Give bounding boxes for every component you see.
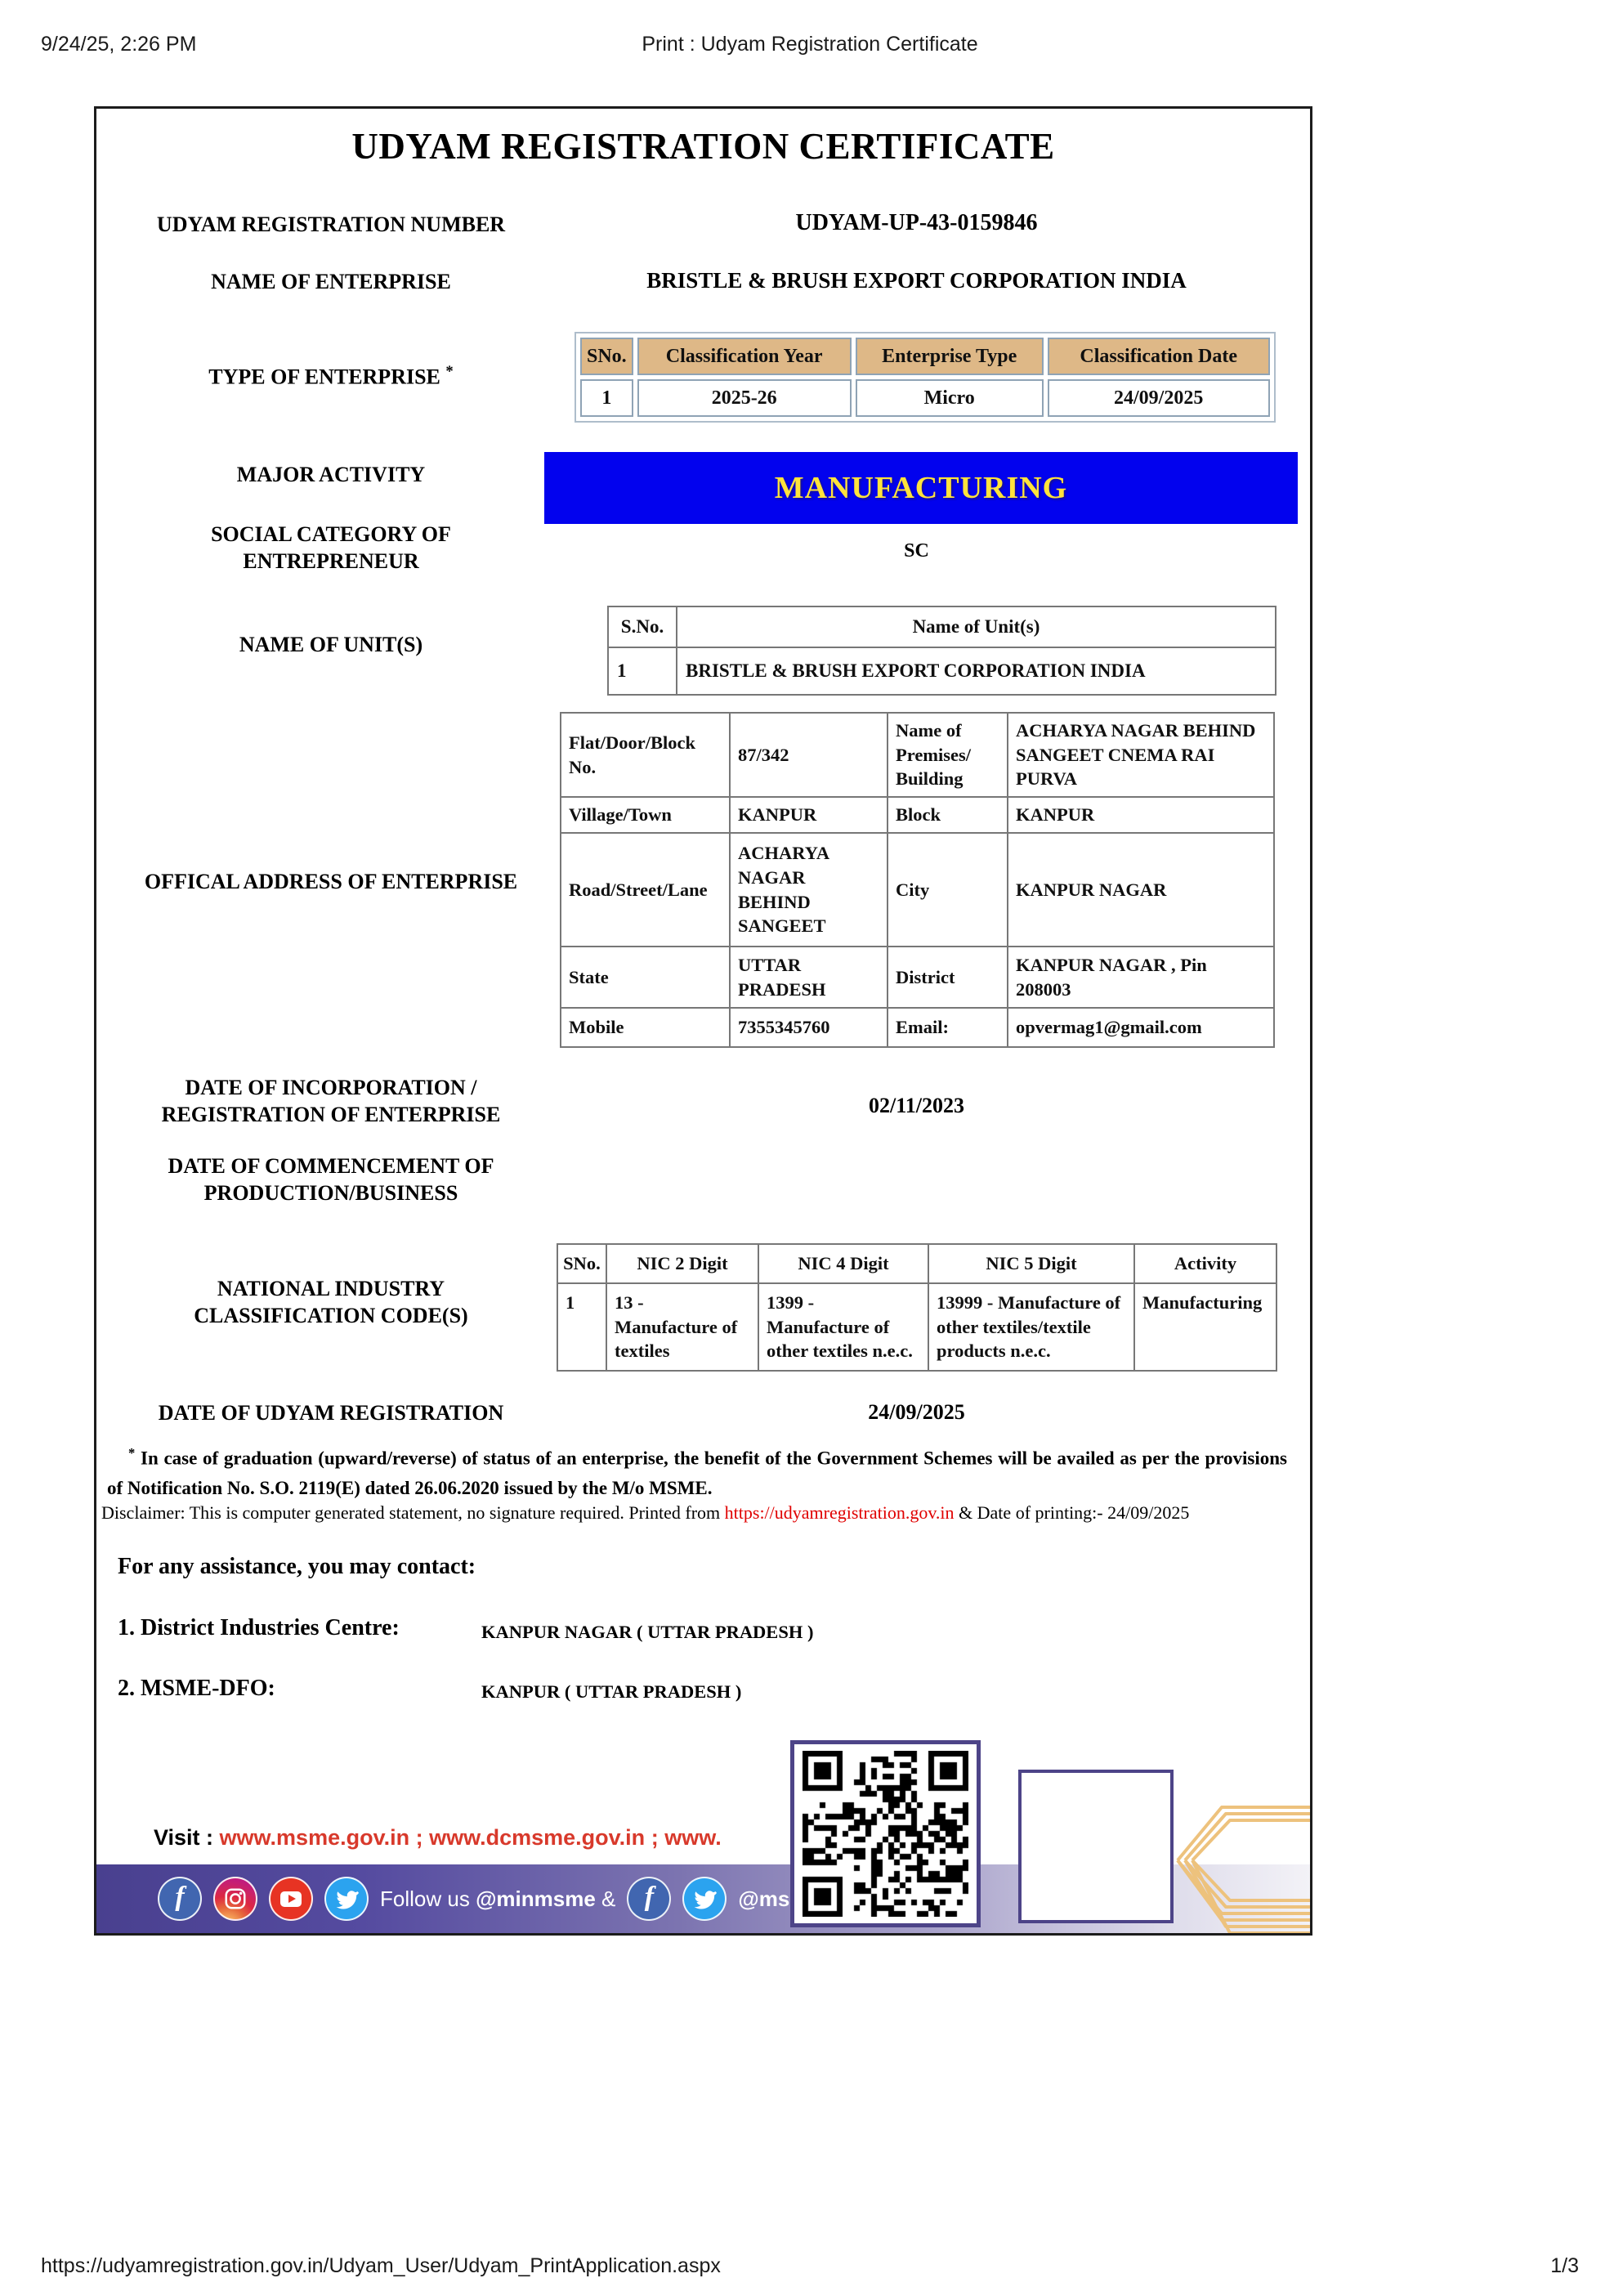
header-cell: Name of Unit(s) bbox=[677, 606, 1276, 647]
msme-link[interactable]: www.msme.gov.in bbox=[219, 1825, 410, 1850]
qr-code bbox=[803, 1751, 968, 1917]
certificate-title: UDYAM REGISTRATION CERTIFICATE bbox=[351, 126, 1055, 167]
field-label: State bbox=[561, 947, 730, 1008]
data-cell: 13999 - Manufacture of other textiles/textile products n.e.c. bbox=[928, 1283, 1134, 1371]
major-activity-value: MANUFACTURING bbox=[774, 471, 1068, 505]
facebook-icon[interactable]: f bbox=[627, 1877, 671, 1921]
asterisk: * bbox=[445, 363, 454, 380]
social-category-value: SC bbox=[904, 540, 929, 562]
field-value: 87/342 bbox=[730, 713, 888, 797]
table-row bbox=[561, 713, 1274, 797]
major-activity-banner bbox=[544, 452, 1298, 524]
header-cell: Enterprise Type bbox=[856, 338, 1044, 375]
data-cell: BRISTLE & BRUSH EXPORT CORPORATION INDIA bbox=[677, 647, 1276, 695]
table-row bbox=[561, 1008, 1274, 1047]
print-footer bbox=[41, 2254, 1579, 2278]
header-cell: SNo. bbox=[580, 338, 633, 375]
data-cell: 1 bbox=[608, 647, 677, 695]
visit-links-line: Visit : www.msme.gov.in ; www.dcmsme.gov.in ; www. bbox=[154, 1825, 939, 1851]
field-label: Email: bbox=[888, 1008, 1008, 1047]
minmsme-handle[interactable]: @minmsme bbox=[476, 1886, 596, 1911]
disclaimer-link[interactable]: https://udyamregistration.gov.in bbox=[724, 1502, 955, 1523]
header-cell: Activity bbox=[1134, 1244, 1276, 1283]
field-value: UTTAR PRADESH bbox=[730, 947, 888, 1008]
page-number: 1/3 bbox=[1550, 2254, 1579, 2277]
nic-table bbox=[557, 1243, 1277, 1372]
camera-glyph bbox=[223, 1886, 248, 1911]
youtube-icon[interactable] bbox=[269, 1877, 313, 1921]
follow-us-text: Follow us @minmsme & bbox=[380, 1886, 616, 1911]
header-cell: NIC 4 Digit bbox=[758, 1244, 928, 1283]
print-url: https://udyamregistration.gov.in/Udyam_User/Udyam_PrintApplication.aspx bbox=[41, 2254, 721, 2277]
table-row bbox=[561, 947, 1274, 1008]
field-value: KANPUR NAGAR , Pin 208003 bbox=[1008, 947, 1274, 1008]
instagram-icon[interactable] bbox=[213, 1877, 257, 1921]
registration-number-label: UDYAM REGISTRATION NUMBER bbox=[156, 213, 506, 236]
table-row bbox=[580, 379, 1270, 417]
table-row bbox=[557, 1283, 1276, 1371]
header-cell: NIC 2 Digit bbox=[606, 1244, 758, 1283]
udyam-registration-date-value: 24/09/2025 bbox=[868, 1400, 965, 1424]
asterisk: * bbox=[128, 1445, 136, 1461]
type-of-enterprise-label: TYPE OF ENTERPRISE * bbox=[208, 363, 454, 389]
field-label: Block bbox=[888, 797, 1008, 833]
field-label: City bbox=[888, 833, 1008, 947]
field-value: ACHARYA NAGAR BEHIND SANGEET bbox=[730, 833, 888, 947]
field-label: Mobile bbox=[561, 1008, 730, 1047]
header-cell: SNo. bbox=[557, 1244, 606, 1283]
data-cell: 1 bbox=[580, 379, 633, 417]
data-cell: Manufacturing bbox=[1134, 1283, 1276, 1371]
field-label: Flat/Door/Block No. bbox=[561, 713, 730, 797]
field-value: 7355345760 bbox=[730, 1008, 888, 1047]
field-value: ACHARYA NAGAR BEHIND SANGEET CNEMA RAI PURVA bbox=[1008, 713, 1274, 797]
field-label: Name of Premises/ Building bbox=[888, 713, 1008, 797]
data-cell: 1 bbox=[557, 1283, 606, 1371]
bird-glyph bbox=[334, 1886, 359, 1911]
twitter-icon[interactable] bbox=[324, 1877, 369, 1921]
data-cell: 13 - Manufacture of textiles bbox=[606, 1283, 758, 1371]
enterprise-name-label: NAME OF ENTERPRISE bbox=[211, 270, 451, 293]
udyam-registration-date-label: DATE OF UDYAM REGISTRATION bbox=[158, 1401, 504, 1425]
registration-number-value: UDYAM-UP-43-0159846 bbox=[795, 210, 1038, 235]
social-category-label: SOCIAL CATEGORY OF ENTREPRENEUR bbox=[211, 522, 451, 573]
units-label: NAME OF UNIT(S) bbox=[239, 633, 423, 656]
district-industries-centre-label: 1. District Industries Centre: bbox=[118, 1615, 400, 1640]
print-header bbox=[41, 33, 1579, 59]
header-cell: NIC 5 Digit bbox=[928, 1244, 1134, 1283]
field-value: KANPUR bbox=[1008, 797, 1274, 833]
msme-handle-partial[interactable]: @ms bbox=[738, 1886, 790, 1911]
disclaimer: Disclaimer: This is computer generated statement, no signature required. Printed from https://udyamregistration.gov.in & Date of printing:- 24/09/2025 bbox=[101, 1502, 1190, 1523]
table-row bbox=[561, 797, 1274, 833]
units-table bbox=[607, 606, 1276, 696]
data-cell: 24/09/2025 bbox=[1048, 379, 1270, 417]
honeycomb-decoration bbox=[1171, 1783, 1312, 1936]
field-value: KANPUR NAGAR bbox=[1008, 833, 1274, 947]
type-of-enterprise-table bbox=[575, 332, 1276, 423]
field-label: Village/Town bbox=[561, 797, 730, 833]
field-value: KANPUR bbox=[730, 797, 888, 833]
data-cell: Micro bbox=[856, 379, 1044, 417]
header-cell: Classification Date bbox=[1048, 338, 1270, 375]
commencement-date-label: DATE OF COMMENCEMENT OF PRODUCTION/BUSINESS bbox=[168, 1154, 494, 1205]
data-cell: 2025-26 bbox=[637, 379, 852, 417]
msme-dfo-value: KANPUR ( UTTAR PRADESH ) bbox=[481, 1681, 742, 1702]
assistance-heading: For any assistance, you may contact: bbox=[118, 1554, 476, 1579]
graduation-footnote: * In case of graduation (upward/reverse) of status of an enterprise, the benefit of the Government Schemes will be availed as per the provisions of Notification No. S.O. 2119(E) dated 26.06.2020 issued by the M/o MSME. bbox=[107, 1445, 1287, 1499]
header-cell: Classification Year bbox=[637, 338, 852, 375]
field-label: Road/Street/Lane bbox=[561, 833, 730, 947]
facebook-icon[interactable]: f bbox=[158, 1877, 202, 1921]
print-datetime: 9/24/25, 2:26 PM bbox=[41, 33, 197, 56]
third-link-partial[interactable]: www. bbox=[664, 1825, 722, 1850]
address-label: OFFICAL ADDRESS OF ENTERPRISE bbox=[144, 870, 518, 893]
certificate bbox=[94, 106, 1312, 1936]
field-label: District bbox=[888, 947, 1008, 1008]
msme-dfo-label: 2. MSME-DFO: bbox=[118, 1676, 275, 1701]
qr-code-box bbox=[790, 1740, 981, 1927]
data-cell: 1399 - Manufacture of other textiles n.e.c. bbox=[758, 1283, 928, 1371]
field-value: opvermag1@gmail.com bbox=[1008, 1008, 1274, 1047]
twitter-icon[interactable] bbox=[682, 1877, 727, 1921]
verification-placeholder-box bbox=[1018, 1770, 1174, 1923]
bird-glyph bbox=[692, 1886, 717, 1911]
incorporation-date-label: DATE OF INCORPORATION / REGISTRATION OF ENTERPRISE bbox=[161, 1076, 501, 1126]
print-title: Print : Udyam Registration Certificate bbox=[642, 33, 978, 56]
address-table bbox=[560, 712, 1275, 1048]
nic-label: NATIONAL INDUSTRY CLASSIFICATION CODE(S) bbox=[194, 1277, 468, 1327]
table-row bbox=[561, 833, 1274, 947]
visit-label: Visit : bbox=[154, 1825, 214, 1850]
table-row bbox=[608, 647, 1276, 695]
enterprise-name-value: BRISTLE & BRUSH EXPORT CORPORATION INDIA bbox=[646, 268, 1187, 293]
major-activity-label: MAJOR ACTIVITY bbox=[236, 463, 426, 486]
header-cell: S.No. bbox=[608, 606, 677, 647]
incorporation-date-value: 02/11/2023 bbox=[868, 1094, 964, 1117]
dcmsme-link[interactable]: www.dcmsme.gov.in bbox=[429, 1825, 646, 1850]
district-industries-centre-value: KANPUR NAGAR ( UTTAR PRADESH ) bbox=[481, 1622, 814, 1642]
